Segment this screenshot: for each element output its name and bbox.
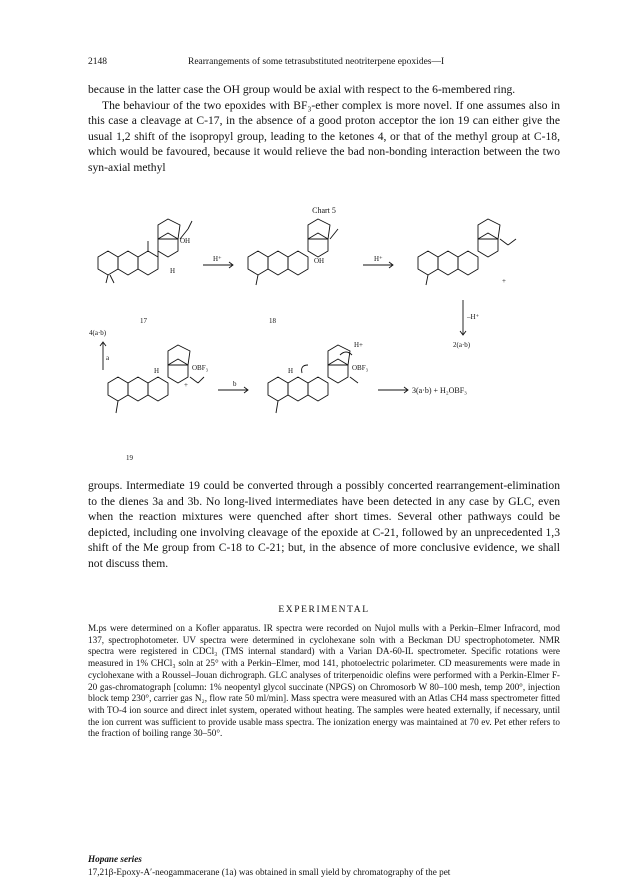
- label-num-18: 18: [269, 317, 276, 325]
- label-num-19: 19: [126, 454, 133, 462]
- paragraph-2: The behaviour of the two epoxides with BF₃-ether complex is more novel. If one assumes also in this case a cleavage at C-17, in the absence of a good proton acceptor the ion 19 can either give the usual 1,2 shift of the isopropyl group, leading to the ketones 4, or that of the methyl group at C-18, which would be favoured, because it would relieve the bad non-bonding interaction between the two syn-axial methyl: [88, 98, 560, 174]
- reaction-scheme-svg: [88, 205, 560, 467]
- structure-intermediate: [268, 345, 358, 413]
- label-plus-2: +: [502, 277, 506, 285]
- structure-2: [418, 219, 516, 285]
- label-h-17: H: [170, 267, 176, 275]
- label-plus-1: +: [184, 381, 188, 389]
- hopane-heading: Hopane series: [88, 854, 142, 864]
- label-oh-18: OH: [314, 257, 325, 265]
- label-hplus-3: H+: [354, 341, 364, 349]
- chart-title: Chart 5: [312, 206, 336, 215]
- label-obf3-2: OBF₃: [352, 364, 369, 372]
- hopane-text: 17,21β-Epoxy-A′-neogammacerane (1a) was obtained in small yield by chromatography of the pet: [88, 867, 451, 877]
- label-prod-4: 4(a·b): [89, 329, 107, 337]
- label-obf3-1: OBF₃: [192, 364, 209, 372]
- structure-17: [98, 219, 192, 283]
- page-number: 2148: [88, 57, 107, 67]
- label-minus-h: –H⁺: [467, 313, 480, 321]
- label-oh-17: OH: [180, 237, 191, 245]
- label-path-a: a: [106, 354, 110, 362]
- reaction-chart: [88, 205, 560, 467]
- running-title: Rearrangements of some tetrasubstituted neotriterpene epoxides—I: [188, 57, 445, 67]
- label-prod-2: 2(a·b): [453, 341, 471, 349]
- structure-19: [108, 345, 204, 413]
- label-h-19: H: [154, 367, 160, 375]
- label-num-17: 17: [140, 317, 147, 325]
- label-hplus-1: H⁺: [213, 255, 222, 263]
- paragraph-3: groups. Intermediate 19 could be converted through a possibly concerted rearrangement-elimination to the dienes 3a and 3b. No long-lived intermediates have been detected in any case by GLC, even when the reaction mixtures were quenched after short times. Several other pathways could be depicted, including one involving cleavage of the epoxide at C-21, followed by an unprecedented 1,3 shift of the Me group from C-18 to C-21; but, in the absence of more conclusive evidence, we shall not discuss them.: [88, 479, 560, 570]
- text-block-top: [88, 82, 560, 176]
- experimental-text: M.ps were determined on a Kofler apparatus. IR spectra were recorded on Nujol mulls with a Perkin–Elmer Infracord, mod 137, spectrophotometer. UV spectra were determined in cyclohexane soln with a Beckman DU spectrophotometer. NMR spectra were registered in CDCl₃ (TMS internal standard) with a Varian DA-60-IL spectrometer. Specific rotations were measured in 1% CHCl₃ soln at 25° with a Perkin–Elmer, mod 141, photoelectric polarimeter. CD measurements were made in cyclohexane with a Roussel–Jouan dichrograph. GLC analyses of triterpenoidic olefins were performed with a Perkin-Elmer F-20 gas-chromatograph [column: 1% neopentyl glycol succinate (NPGS) on Chromosorb W 80–100 mesh, temp 200°, injection block temp 230°, carrier gas N₂, flow rate 50 ml/min]. Mass spectra were measured with an Atlas CH4 mass spectrometer fitted with TO-4 ion source and direct inlet system, operated without heating. The samples were heated externally, if necessary, until the ion current was sufficient to provide usable mass spectra. The ionization energy was maintained at 70 ev. Pet ether refers to the fraction of boiling range 30–50°.: [88, 623, 560, 739]
- label-path-b: b: [233, 380, 237, 388]
- label-prod-3: 3(a·b) + H₂OBF₃: [412, 386, 467, 395]
- structure-18: [248, 219, 338, 285]
- label-h-int: H: [288, 367, 294, 375]
- label-hplus-2: H⁺: [374, 255, 383, 263]
- experimental-heading: EXPERIMENTAL: [278, 605, 370, 615]
- paragraph-1: because in the latter case the OH group would be axial with respect to the 6-membered ring.: [88, 83, 516, 96]
